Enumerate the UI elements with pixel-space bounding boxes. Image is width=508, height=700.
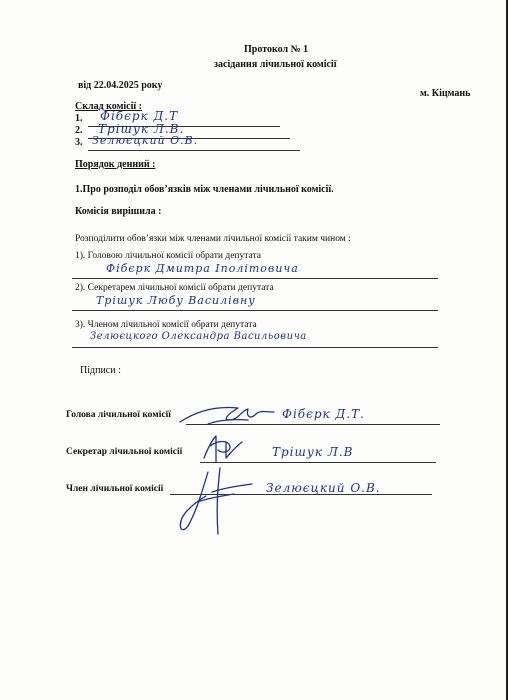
decision-intro: Розподілити обов’язки між членами лічильної комісії таким чином : xyxy=(75,234,351,244)
member-number: 3. xyxy=(75,137,83,148)
decision-item-label: 1). Головою лічильної комісії обрати депутата xyxy=(75,251,261,261)
signature-role: Голова лічильної комісії xyxy=(66,410,171,420)
decision-item-underline xyxy=(72,347,438,348)
chair-signature-image xyxy=(178,400,278,430)
decision-item-underline xyxy=(72,278,438,279)
decision-item-label: 3). Членом лічильної комісії обрати депутата xyxy=(75,320,257,330)
member-name-handwritten: Зелюєцкий О.В. xyxy=(92,134,199,147)
decision-item-label: 2). Секретарем лічильної комісії обрати депутата xyxy=(75,283,274,293)
secretary-signature-image xyxy=(198,432,248,466)
signatures-heading: Підписи : xyxy=(80,365,121,376)
member-number: 1. xyxy=(75,113,83,124)
agenda-heading: Порядок денний : xyxy=(75,159,156,170)
agenda-item: 1.Про розподіл обов’язків між членами лічильної комісії. xyxy=(75,184,334,195)
decision-item-underline xyxy=(72,310,438,311)
signature-printed-name: Фібєрк Д.Т. xyxy=(282,407,365,421)
signature-printed-name: Трішук Л.В xyxy=(272,445,354,459)
member-name-handwritten: Трішук Л.В. xyxy=(98,122,185,136)
signature-role: Секретар лічильної комісії xyxy=(66,447,183,457)
member-name-handwritten: Фібєрк Д.Т xyxy=(100,109,179,123)
signature-role: Член лічильної комісії xyxy=(66,484,164,494)
protocol-place: м. Кіцмань xyxy=(420,88,471,99)
protocol-title: Протокол № 1 xyxy=(244,44,309,55)
decision-item-handwritten: Фібєрк Дмитра Іполітовича xyxy=(106,262,299,275)
signature-printed-name: Зелюєцкий О.В. xyxy=(266,481,381,495)
decision-item-handwritten: Зелюєцкого Олександра Васильовича xyxy=(90,331,307,342)
decision-item-handwritten: Трішук Любу Василівну xyxy=(96,294,256,307)
composition-heading: Склад комісії : xyxy=(75,101,143,112)
decision-heading: Комісія вирішила : xyxy=(75,206,162,217)
member-underline xyxy=(88,150,300,151)
protocol-date: від 22.04.2025 року xyxy=(78,80,163,91)
member-number: 2. xyxy=(75,125,83,136)
member-signature-image xyxy=(168,462,258,542)
protocol-subtitle: засідання лічильної комісії xyxy=(214,59,337,70)
